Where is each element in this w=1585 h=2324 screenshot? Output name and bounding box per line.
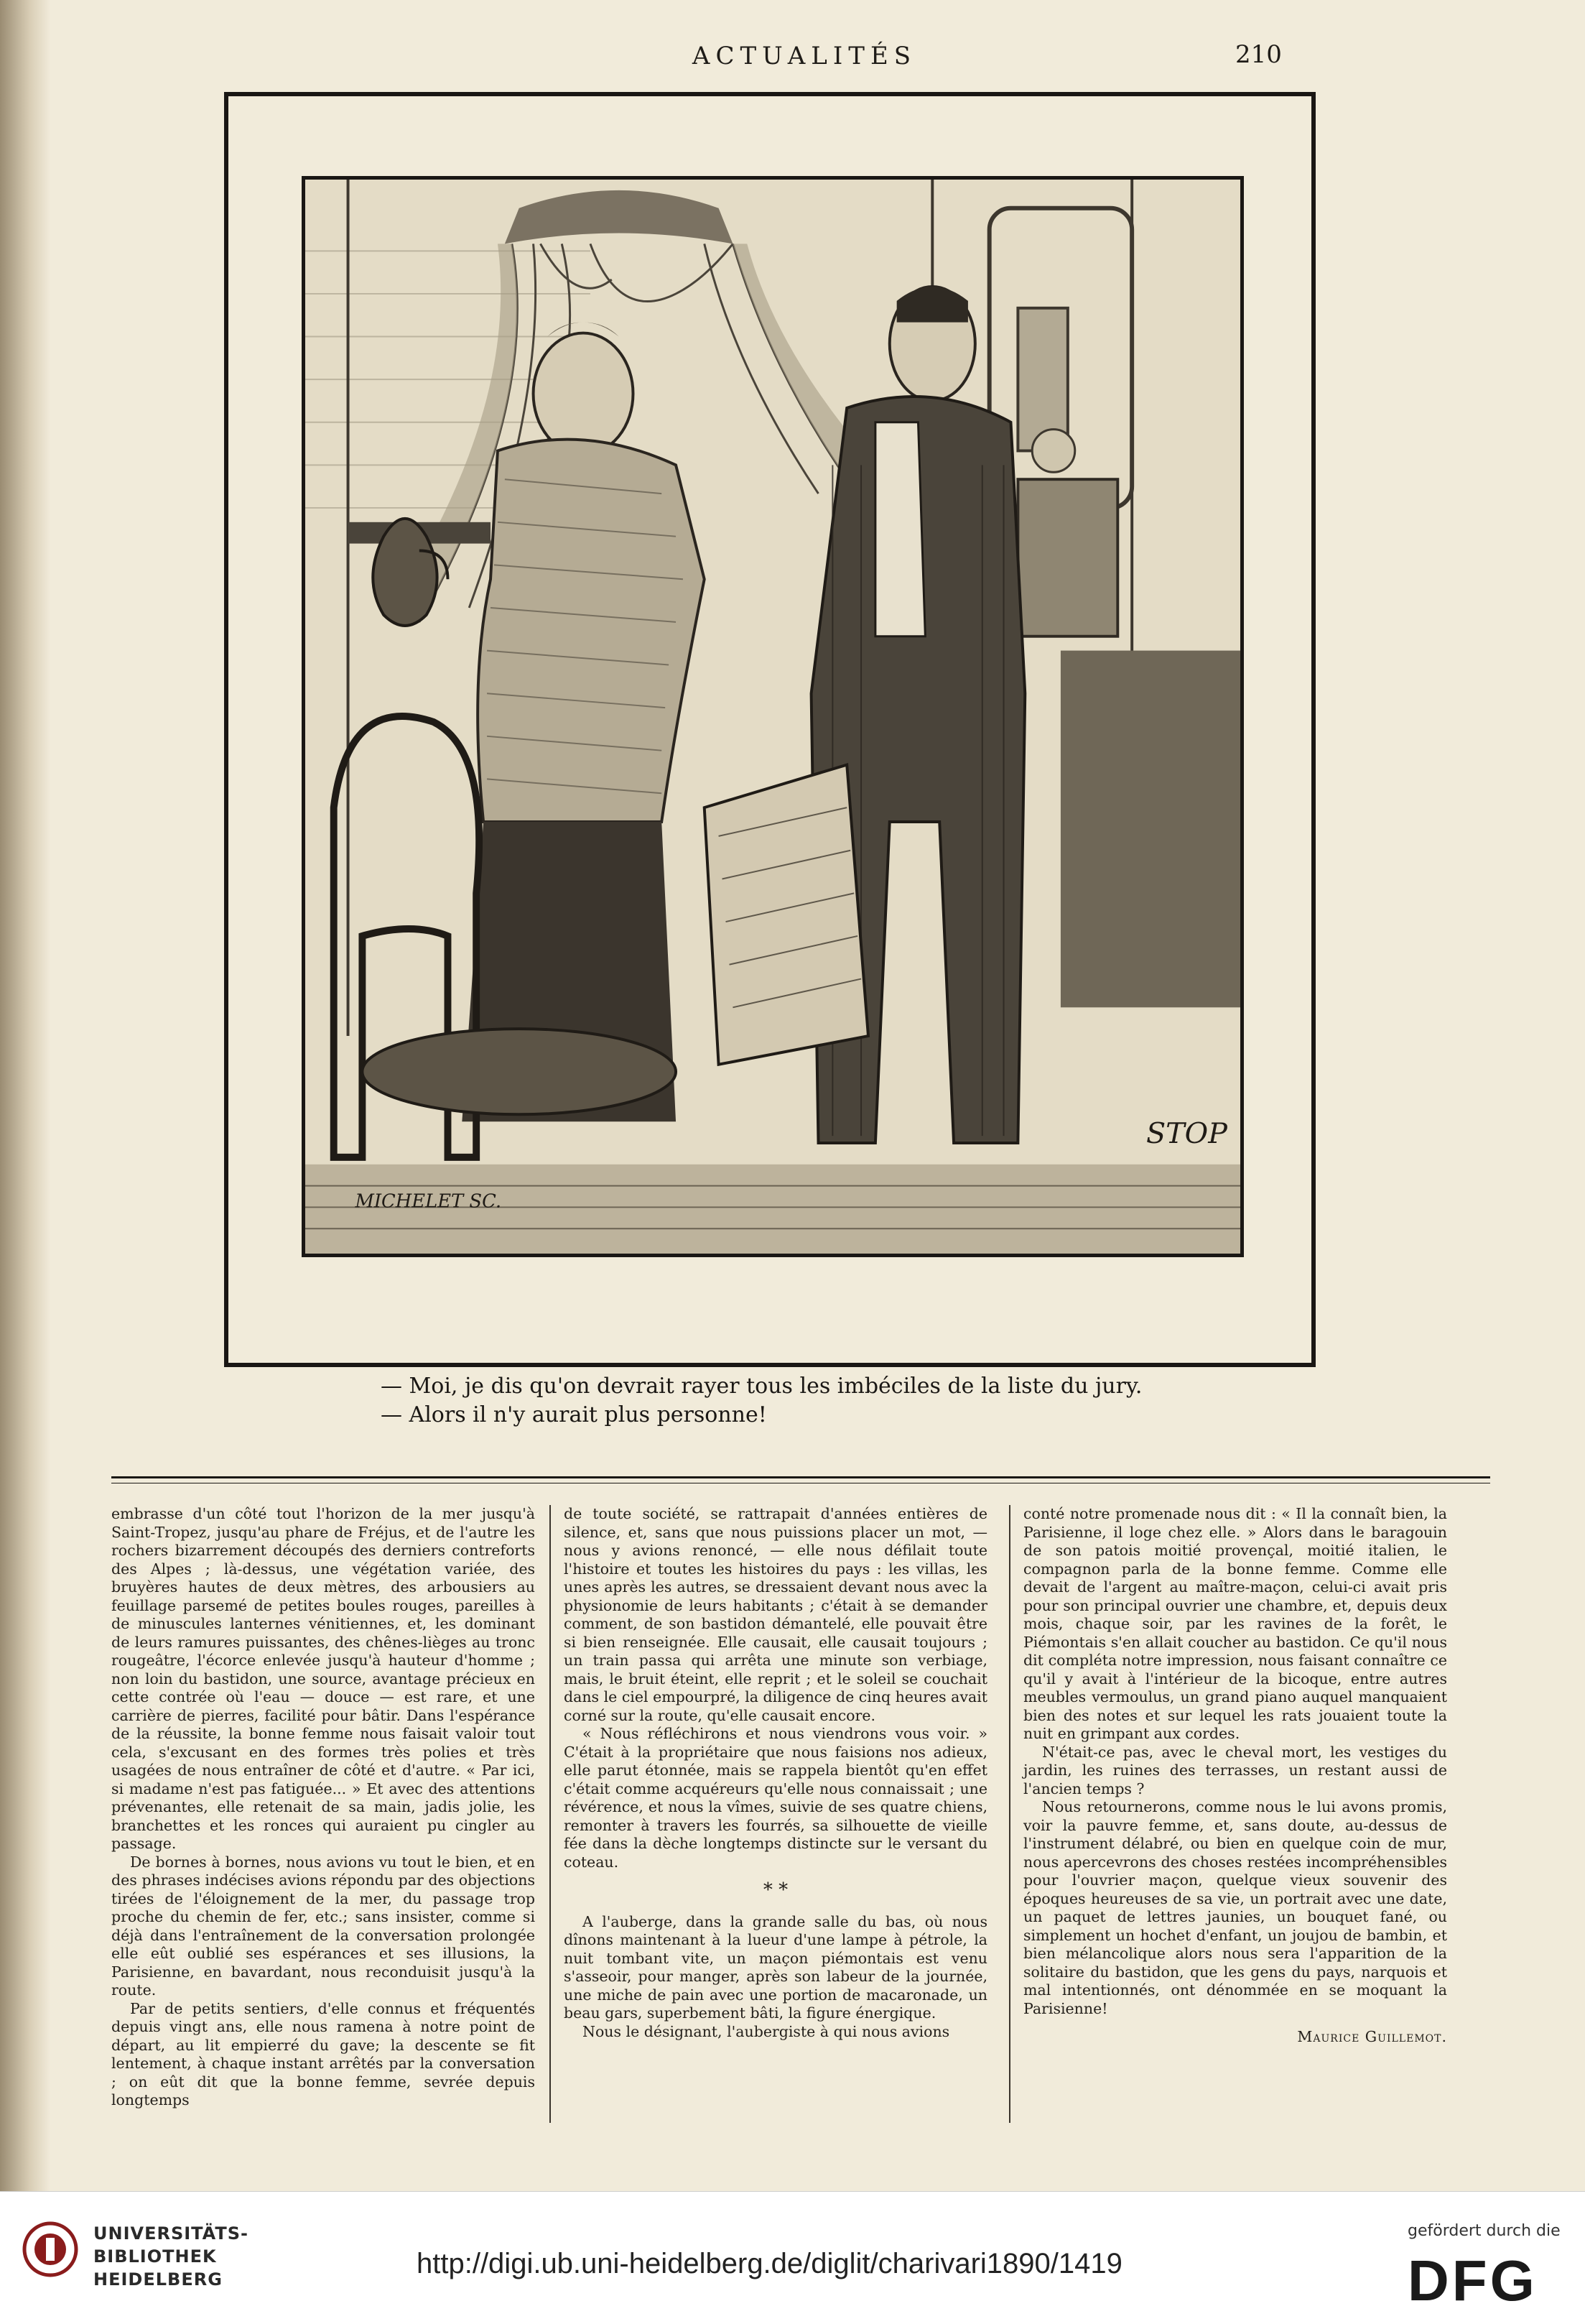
engraver-signature: MICHELET SC. — [355, 1190, 502, 1213]
permalink-url[interactable]: http://digi.ub.uni-heidelberg.de/diglit/charivari1890/1419 — [417, 2248, 1122, 2279]
article-paragraph: Nous le désignant, l'aubergiste à qui nous avions — [582, 2022, 950, 2040]
article-paragraph: N'était-ce pas, avec le cheval mort, les vestiges du jardin, les ruines des terrasses, un restant aussi de l'ancien temps ? — [1023, 1743, 1447, 1797]
article-paragraph: De bornes à bornes, nous avions vu tout le bien, et en des phrases indécises avions répondu par des objections tirées de l'éloignement de la mer, du passage trop proche du chemin de fer, etc.; sans insister, comme si déjà dans l'entraînement de la conversation prolongée elle eût oublié ses espérances et ses illusions, la Parisienne, en bavardant, nous reconduisit jusqu'à la route. — [111, 1853, 535, 1999]
article-paragraph: embrasse d'un côté tout l'horizon de la mer jusqu'à Saint-Tropez, jusqu'au phare de Fréjus, et de l'autre les rochers bizarrement découpés des derniers contreforts des Alpes ; là-dessus, une végétation variée, des bruyères hautes de deux mètres, des arbousiers au feuillage parsemé de petites boules rouges, pareilles à de minuscules lanternes vénitiennes, et, les dominant de leurs ramures puissantes, des chênes-lièges au tronc rougeâtre, l'écorce enlevée jusqu'à hauteur d'homme ; non loin du bastidon, une source, avantage précieux en cette contrée où l'eau — douce — est rare, et une carrière de pierres, facilité pour bâtir. Dans l'espérance de la réussite, la bonne femme nous faisait valoir tout cela, s'excusant en des formes très polies et très usagées de nous entraîner de côté et d'autre. « Par ici, si madame n'est pas fatiguée... » Et avec des attentions prévenantes, elle retenait de sa main, jadis jolie, les branchettes et les ronces qui auraient pu cingler au passage. — [111, 1505, 535, 1852]
article-paragraph: conté notre promenade nous dit : « Il la connaît bien, la Parisienne, il loge chez elle. » Alors dans le baragouin de son patois moitié provençal, moitié italien, le compagnon parla de la bonne femme. Comme elle devait de l'argent au maître-maçon, celui-ci avait pris pour son principal ouvrier une chambre, et, depuis deux mois, chaque soir, par les ravines de la forêt, le Piémontais s'en allait coucher au bastidon. Ce qu'il nous dit compléta notre impression, nous faisant connaître ce qu'il y avait à l'intérieur de la bicoque, entre autres meubles vermoulus, un grand piano auquel manquaient bien des notes et sur lequel les rats jouaient toute la nuit en grimpant aux cordes. — [1023, 1505, 1447, 1742]
page-header-title: ACTUALITÉS — [692, 42, 917, 70]
section-asterism: * * — [763, 1879, 789, 1901]
university-seal-icon — [22, 2221, 79, 2278]
engraving-illustration — [305, 180, 1240, 1254]
caption-line-2: — Alors il n'y aurait plus personne! — [381, 1402, 767, 1427]
viewer-footer — [0, 2191, 1585, 2324]
artist-signature: STOP — [1146, 1117, 1227, 1151]
page-number: 210 — [1235, 40, 1282, 69]
column-divider — [549, 1505, 551, 2123]
article-column-3 — [1023, 1505, 1447, 2047]
article-paragraph: « Nous réfléchirons et nous viendrons vous voir. » C'était à la propriétaire que nous faisions nos adieux, elle parut étonnée, mais se rappela bientôt qu'en effet c'était comme acquéreurs qu'elle nous connaissait ; une révérence, et nous la vîmes, suivie de ses quatre chiens, remonter à travers les fourrés, sa silhouette de vieille fée dans la dèche longtemps distincte sur le versant du coteau. — [564, 1725, 987, 1871]
illustration-caption — [381, 1372, 1242, 1430]
article-paragraph: de toute société, se rattrapait d'années entières de silence, et, sans que nous puissions placer un mot, — nous y avions renoncé, — elle nous défilait toute l'histoire et toutes les histoires du pays : les villas, les unes après les autres, se dressaient devant nous avec la physionomie de leurs habitants ; c'était à se demander comment, de son bastidon démantelé, elle pouvait être si bien renseignée. Elle causait, elle causait toujours ; un train passa qui arrêta une minute son verbiage, mais, le bruit éteint, elle reprit ; et le soleil se couchait dans le ciel empourpré, la diligence de cinq heures avait corné sur la route, qu'elle causait encore. — [564, 1505, 987, 1724]
illustration-frame — [302, 176, 1244, 1257]
article-paragraph: Par de petits sentiers, d'elle connus et fréquentés depuis vingt ans, elle nous ramena à notre point de départ, au lit empierré du gave; la descente se fit lentement, à chaque instant arrêtés par la conversation ; on eût dit que la bonne femme, sevrée depuis longtemps — [111, 1999, 535, 2108]
funding-note: gefördert durch die — [1408, 2222, 1561, 2240]
article-paragraph: A l'auberge, dans la grande salle du bas, où nous dînons maintenant à la lueur d'une lampe à pétrole, la nuit tombant vite, un maçon piémontais est venu s'asseoir, pour manger, après son labeur de la journée, une miche de pain avec une portion de macaronade, un beau gars, superbement bâti, la figure énergique. — [564, 1912, 987, 2022]
dfg-logo: DFG — [1408, 2249, 1538, 2313]
article-column-2 — [564, 1505, 987, 2041]
section-divider — [111, 1476, 1490, 1478]
article-column-1 — [111, 1505, 535, 2110]
article-paragraph: Nous retournerons, comme nous le lui avons promis, voir la pauvre femme, et, sans doute, au-dessus de l'instrument délabré, ou bien en quelque coin de mur, nous apercevrons des choses restées incompréhensibles pour l'ouvrier maçon, quelque vieux souvenir des époques heureuses de sa vie, un portrait avec une date, un paquet de lettres jaunies, un bouquet fané, ou simplement un hochet d'enfant, un joujou de bambin, et bien mélancolique alors nous sera l'apparition de la solitaire du bastidon, que les gens du pays, narquois et mal intentionnés, ont dénommée en se moquant la Parisienne! — [1023, 1798, 1447, 2017]
library-name: UNIVERSITÄTS- BIBLIOTHEK HEIDELBERG — [93, 2223, 249, 2290]
caption-line-1: — Moi, je dis qu'on devrait rayer tous les imbéciles de la liste du jury. — [381, 1374, 1143, 1399]
column-divider — [1009, 1505, 1010, 2123]
author-signature: Maurice Guillemot. — [1297, 2028, 1447, 2045]
